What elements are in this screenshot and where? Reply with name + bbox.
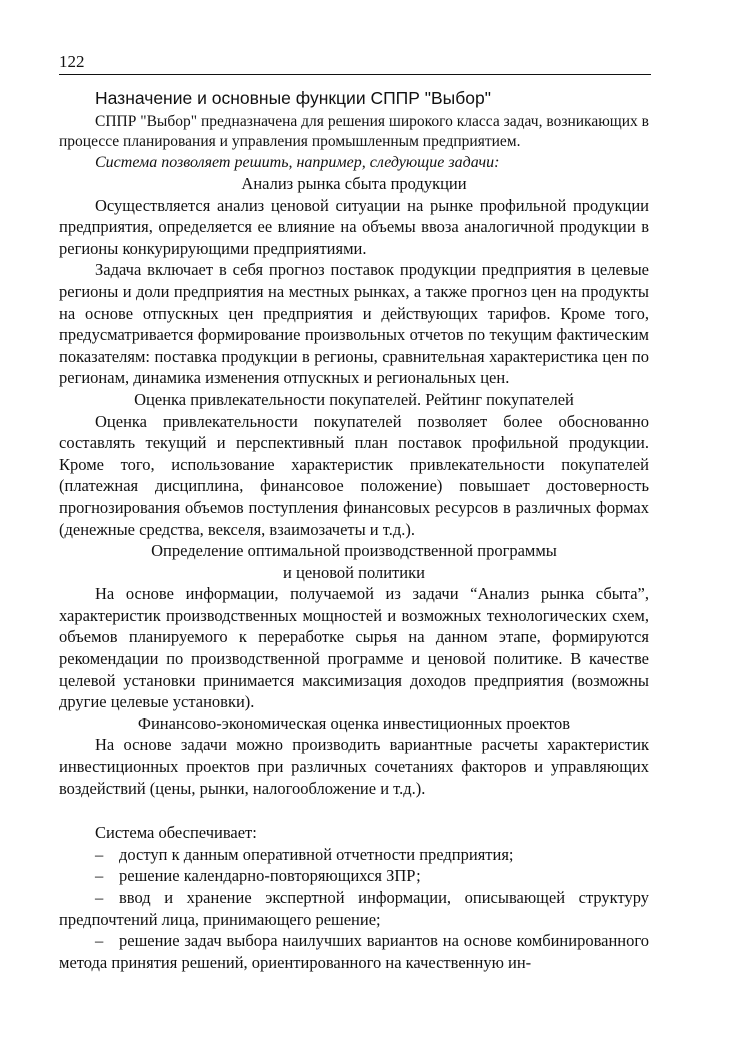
list-item-text: ввод и хранение экспертной информации, описывающей структуру предпочтений лица, принимающего решение; [59, 888, 649, 929]
paragraph: Осуществляется анализ ценовой ситуации на рынке профильной продукции предприятия, определяется ее влияние на объемы ввоза аналогичной продукции в регионы конкурирующими предприятиями. [59, 195, 649, 258]
list-item-text: доступ к данным оперативной отчетности предприятия; [119, 844, 514, 864]
list-item [59, 865, 649, 887]
paragraph: Задача включает в себя прогноз поставок продукции предприятия в целевые регионы и доли предприятия на местных рынках, а также прогноз цен на продукты на основе отпускных цен предприятия и действующих тарифов. Кроме того, предусматривается формирование произвольных отчетов по текущим фактическим показателям: поставка продукции в регионы, сравнительная характеристика цен по регионам, динамика изменения отпускных и региональных цен. [59, 260, 649, 388]
dash-bullet: – [95, 866, 104, 886]
subsection-title-buyer-rating: Оценка привлекательности покупателей. Рейтинг покупателей [134, 389, 574, 409]
section-heading: Назначение и основные функции СППР "Выбор" [95, 88, 491, 108]
dash-bullet: – [95, 931, 104, 951]
spacer [59, 799, 649, 822]
provides-intro: Система обеспечивает: [95, 823, 257, 843]
list-item-text: решение задач выбора наилучших вариантов на основе комбинированного метода принятия решений, ориентированного на качественную ин- [59, 931, 649, 972]
subsection-title-investment-projects: Финансово-экономическая оценка инвестиционных проектов [137, 713, 571, 733]
dash-bullet: – [95, 844, 104, 864]
page-content [59, 86, 649, 973]
subsection-title-production-program: Определение оптимальной производственной программы [151, 541, 557, 561]
paragraph: На основе задачи можно производить вариантные расчеты характеристик инвестиционных проектов при различных сочетаниях факторов и управляющих воздействий (цены, рынки, налогообложение и т.д.). [59, 735, 649, 798]
paragraph: Оценка привлекательности покупателей позволяет более обоснованно составлять текущий и перспективный план поставок профильной продукции. Кроме того, использование характеристик привлекательности покупателей (платежная дисциплина, финансовое положение) повышает достоверность прогнозирования объемов поступления финансовых ресурсов в различных формах (денежные средства, векселя, взаимозачеты и т.д.). [59, 411, 649, 539]
list-item [59, 930, 649, 973]
subsection-title-production-program-line2: и ценовой политики [283, 562, 425, 582]
intro-paragraph: СППР "Выбор" предназначена для решения широкого класса задач, возникающих в процессе планирования и управления промышленным предприятием. [59, 113, 649, 150]
intro-italic-line: Система позволяет решить, например, следующие задачи: [95, 154, 500, 171]
subsection-title-market-analysis: Анализ рынка сбыта продукции [241, 174, 467, 193]
dash-bullet: – [95, 888, 104, 907]
page-number: 122 [59, 52, 85, 71]
list-item [59, 844, 649, 866]
list-item [59, 887, 649, 930]
list-item-text: решение календарно-повторяющихся ЗПР; [119, 866, 421, 886]
header-rule [59, 74, 651, 75]
paragraph: На основе информации, получаемой из задачи “Анализ рынка сбыта”, характеристик производственных мощностей и возможных технологических схем, объемов планируемого к переработке сырья на данном этапе, формируются рекомендации по производственной программе и ценовой политике. В качестве целевой установки принимается максимизация доходов предприятия (возможны другие целевые установки). [59, 584, 649, 712]
